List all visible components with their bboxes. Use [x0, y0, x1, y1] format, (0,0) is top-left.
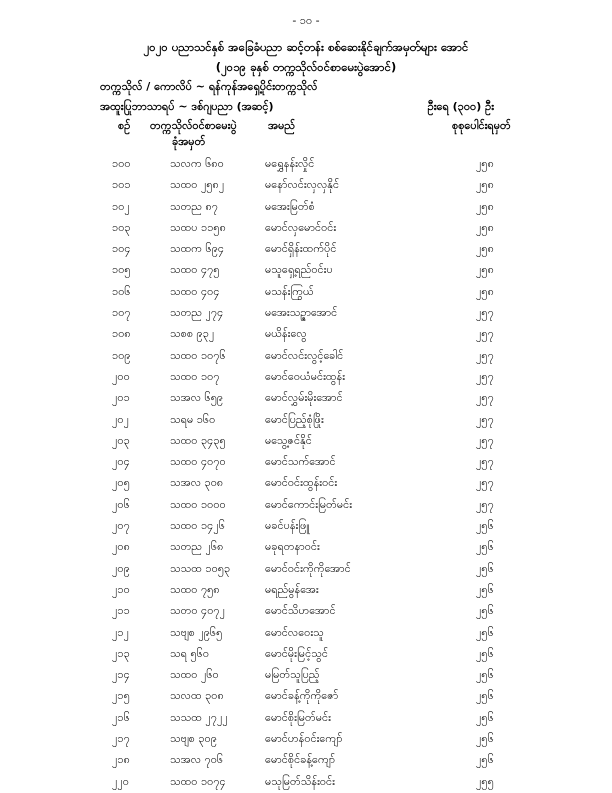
row-reg-number: သထဝ ၄၀၇၀: [170, 455, 226, 469]
row-reg-number: သထဝ ၁၀၇၆: [170, 348, 226, 362]
row-reg-number: သထပ ၁၁၅၈: [170, 220, 226, 234]
row-number: ၂၀၇: [112, 519, 130, 533]
row-number: ၂၁၇: [112, 732, 130, 746]
row-score: ၂၅၈: [476, 199, 494, 213]
row-name: မောင်စိုးမြတ်မင်း: [265, 710, 331, 724]
row-name: မောင်ခန့်ကိုကိုဇော်: [265, 689, 339, 703]
row-number: ၂၀၂: [112, 412, 129, 426]
header-no: စဉ်: [118, 119, 131, 132]
row-score: ၂၅၈: [476, 242, 494, 256]
row-name: မရည်မွန်အေး: [265, 582, 319, 596]
row-name: မောင်ပြည့်စုံဖြိုး: [265, 412, 324, 426]
row-number: ၂၁၈: [112, 753, 130, 767]
row-number: ၂၀၈: [112, 540, 130, 554]
row-name: မရွှေနန်းလှိုင်: [265, 157, 315, 170]
row-number: ၂၁၅: [112, 689, 130, 703]
row-name: မောင်လှမောင်ဝင်း: [265, 220, 337, 234]
row-score: ၂၅၆: [476, 625, 494, 639]
row-number: ၂၀၃: [112, 433, 130, 447]
row-score: ၂၅၅: [476, 774, 494, 788]
row-reg-number: သထဝ ၃၄၃၅: [170, 433, 226, 447]
row-score: ၂၅၆: [476, 710, 494, 724]
row-reg-number: သထဝ ၂၅၈၂: [170, 178, 225, 192]
row-name: မသူရှေ့ရည်ဝင်းပ: [265, 263, 333, 277]
row-name: မောင်ရှိန်းထက်ပိုင်: [265, 242, 337, 256]
table-row: [0, 303, 612, 324]
row-reg-number: သအလ ၃၀၈: [170, 476, 224, 490]
table-row: [0, 154, 612, 175]
row-reg-number: သသထ ၂၇၂၂: [170, 710, 228, 724]
row-score: ၂၅၈: [476, 157, 494, 170]
row-score: ၂၅၆: [476, 561, 494, 575]
row-number: ၂၁၄: [112, 668, 130, 682]
row-score: ၂၅၈: [476, 178, 494, 192]
university-line: တက္ကသိုလ် / ကောလိပ် ~ ရန်ကုန်အရှေ့ပိုင်းတက္ကသိုလ်: [100, 80, 318, 93]
row-reg-number: သထဝ ၇၅၈: [170, 582, 220, 596]
table-row: [0, 431, 612, 452]
row-reg-number: သထဝ ၁၀၇: [170, 369, 220, 383]
row-score: ၂၅၈: [476, 263, 494, 277]
row-score: ၂၅၆: [476, 519, 494, 533]
table-row: [0, 580, 612, 601]
row-reg-number: သဗျစ ၃၀၉: [170, 732, 217, 746]
row-name: မနော်လင်းလှလှနိုင်: [265, 178, 340, 192]
row-reg-number: သအလ ၇၀၆: [170, 753, 224, 767]
document-title: ၂၀၂၀ ပညာသင်နှစ် အခြေခံပညာ ဆင့်တန်း စစ်ဆေးနိုင်ချက်အမှတ်များ အောင်: [143, 40, 469, 54]
results-table: [0, 154, 612, 793]
table-row: [0, 218, 612, 239]
row-reg-number: သထဝ ၂၆၀: [170, 668, 219, 682]
header-reg-number: ခုံအမှတ်: [172, 135, 206, 148]
row-score: ၂၅၆: [476, 646, 494, 660]
table-row: [0, 708, 612, 729]
row-number: ၁၀၁: [112, 178, 131, 192]
table-row: [0, 495, 612, 516]
row-name: မောင်ဝင်းထွန်းဝင်း: [265, 476, 338, 490]
row-reg-number: သထဝ ၁၀၀၀: [170, 497, 226, 511]
table-row: [0, 324, 612, 345]
row-name: မခင်ပန်းဖြူ: [265, 519, 310, 533]
row-name: မသွေ့ဇင်နိုင်: [265, 433, 312, 447]
row-name: မောင်ဟန်ဝင်းကျော်: [265, 732, 343, 746]
row-reg-number: သရ ၅၆၀: [170, 646, 210, 660]
row-score: ၂၅၆: [476, 689, 494, 703]
row-reg-number: သလထ ၃၀၈: [170, 689, 224, 703]
row-number: ၁၀၄: [112, 242, 131, 256]
row-number: ၂၀၅: [112, 476, 130, 490]
row-score: ၂၅၆: [476, 540, 494, 554]
row-reg-number: သတည ၈၇: [170, 199, 218, 213]
row-name: မောင်သိဟအောင်: [265, 604, 336, 618]
table-row: [0, 282, 612, 303]
row-score: ၂၅၇: [476, 476, 494, 490]
row-name: မခုရတနာဝင်း: [265, 540, 320, 554]
row-reg-number: သတည ၂၆၈: [170, 540, 224, 554]
row-number: ၁၀၇: [112, 306, 131, 320]
row-name: မောင်လွှမ်းမိုးအောင်: [265, 391, 343, 405]
row-reg-number: သထက ၆၉၄: [170, 242, 225, 256]
row-score: ၂၅၇: [476, 391, 494, 405]
row-score: ၂၅၇: [476, 455, 494, 469]
table-row: [0, 686, 612, 707]
table-row: [0, 516, 612, 537]
row-name: မမြတ်သူပြည့်: [265, 668, 320, 682]
table-row: [0, 175, 612, 196]
table-row: [0, 346, 612, 367]
row-name: မယိန်းလွေ: [265, 327, 307, 341]
table-row: [0, 473, 612, 494]
row-reg-number: သအလ ၆၅၉: [170, 391, 224, 405]
row-number: ၂၀၆: [112, 497, 130, 511]
row-score: ၂၅၇: [476, 369, 494, 383]
document-subtitle: (၂၀၁၉ ခုနှစ် တက္ကသိုလ်ဝင်စာမေးပွဲအောင်): [215, 60, 397, 74]
row-number: ၂၁၂: [112, 625, 129, 639]
row-score: ၂၅၈: [476, 284, 494, 298]
table-row: [0, 197, 612, 218]
row-score: ၂၅၈: [476, 220, 494, 234]
row-reg-number: သတဝ ၄၀၇၂: [170, 604, 225, 618]
row-reg-number: သထဝ ၁၄၂၆: [170, 519, 225, 533]
row-reg-number: သလက ၆၈၀: [170, 157, 224, 170]
row-name: မောင်ဝေယံမင်းထွန်း: [265, 369, 346, 383]
row-name: မောင်လင်းလွင့်ခေါင်: [265, 348, 344, 362]
row-number: ၁၀၅: [112, 263, 131, 277]
row-name: မအေးသဉ္ဇာအောင်: [265, 306, 338, 320]
row-number: ၁၀၆: [112, 284, 131, 298]
row-name: မသုမြတ်သိန်းဝင်း: [265, 774, 335, 788]
row-score: ၂၅၆: [476, 753, 494, 767]
table-row: [0, 623, 612, 644]
row-name: မသန်းကြွယ်: [265, 284, 314, 298]
row-number: ၂၀၁: [112, 391, 130, 405]
row-score: ၂၅၆: [476, 582, 494, 596]
student-count: ဦးရေ (၃၀၀) ဦး: [427, 100, 494, 113]
table-row: [0, 772, 612, 793]
row-reg-number: သထဝ ၄၀၄: [170, 284, 220, 298]
row-score: ၂၅၇: [476, 412, 494, 426]
table-row: [0, 452, 612, 473]
table-row: [0, 644, 612, 665]
row-reg-number: သထဝ ၁၀၇၄: [170, 774, 226, 788]
row-number: ၂၂၀: [112, 774, 129, 788]
table-row: [0, 410, 612, 431]
row-score: ၂၅၆: [476, 732, 494, 746]
major-line: အထူးပြုဘာသာရပ် ~ ဒစ်ဂျပညာ (အဆင့်): [100, 100, 274, 113]
row-name: မောင်ကောင်းမြတ်မင်း: [265, 497, 353, 511]
table-row: [0, 729, 612, 750]
row-number: ၁၀၉: [112, 348, 131, 362]
row-name: မောင်မိုးမြင့်သွင်: [265, 646, 328, 660]
table-row: [0, 260, 612, 281]
row-reg-number: သတည ၂၇၄: [170, 306, 224, 320]
row-reg-number: သရမ ၁၆၀: [170, 412, 216, 426]
table-row: [0, 601, 612, 622]
table-row: [0, 750, 612, 771]
row-score: ၂၅၇: [476, 348, 494, 362]
header-name: အမည်: [268, 119, 296, 132]
header-reg: တက္ကသိုလ်ဝင်စာမေးပွဲ: [150, 119, 237, 132]
row-number: ၂၁၆: [112, 710, 130, 724]
row-score: ၂၅၇: [476, 433, 494, 447]
row-score: ၂၅၇: [476, 497, 494, 511]
row-reg-number: သစစ ၉၃၂: [170, 327, 215, 341]
row-score: ၂၅၇: [476, 306, 494, 320]
row-number: ၂၁၃: [112, 646, 130, 660]
row-score: ၂၅၆: [476, 668, 494, 682]
row-number: ၁၀၈: [112, 327, 131, 341]
row-name: မောင်သက်အောင်: [265, 455, 336, 469]
page-number: - ၁၀ -: [292, 14, 320, 27]
row-name: မောင်လဝေးသူ: [265, 625, 324, 639]
table-row: [0, 559, 612, 580]
row-name: မောင်စိုင်ခန့်ကျော်: [265, 753, 336, 767]
row-name: မောင်ဝင်းကိုကိုအောင်: [265, 561, 351, 575]
row-number: ၂၀၄: [112, 455, 130, 469]
row-number: ၁၀၃: [112, 220, 131, 234]
row-score: ၂၅၇: [476, 327, 494, 341]
row-number: ၂၁၁: [112, 604, 130, 618]
row-score: ၂၅၆: [476, 604, 494, 618]
table-row: [0, 537, 612, 558]
row-reg-number: သသထ ၁၀၅၃: [170, 561, 231, 575]
row-reg-number: သထဝ ၄၇၅: [170, 263, 220, 277]
row-name: မအေးမြတ်စံ: [265, 199, 315, 213]
row-number: ၁၀၂: [112, 199, 130, 213]
row-reg-number: သဗျစ ၂၉၆၅: [170, 625, 223, 639]
header-score: စုစုပေါင်းရမှတ်: [452, 119, 511, 132]
row-number: ၁၀၀: [112, 157, 131, 170]
row-number: ၂၀၉: [112, 561, 130, 575]
row-number: ၂၁၀: [112, 582, 130, 596]
table-row: [0, 665, 612, 686]
table-row: [0, 388, 612, 409]
table-row: [0, 239, 612, 260]
row-number: ၂၀၀: [112, 369, 130, 383]
table-row: [0, 367, 612, 388]
